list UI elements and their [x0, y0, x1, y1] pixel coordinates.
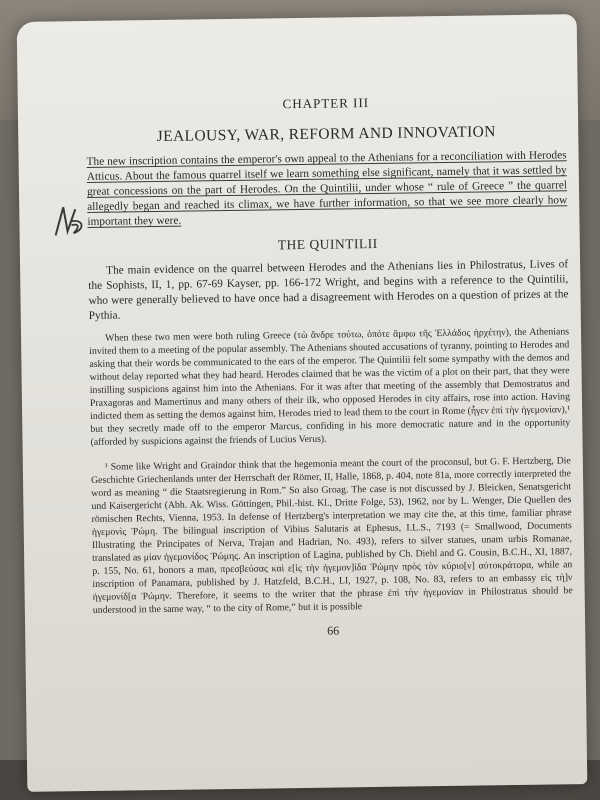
- block-quote: When these two men were both ruling Greece (τὼ ἄνδρε τούτω, ὁπότε ἄμφω τῆς Ἑλλάδος ἡρχέτην), the Athenians invited them to a meeting of the popular assembly. The Athenians shouted accusations of tyranny, pointing to Herodes and asking that their words be communicated to the ears of the emperor. The Quintilii felt some sympathy with the demos and without delay reported what they had heard. Herodes claimed that he was the victim of a plot on their part, that they were instilling suspicions against him into the Athenians. For it was after that meeting of the assembly that Demostratus and Praxagoras and Mamertinus and many others of their ilk, who opposed Herodes in city affairs, rose into action. Having indicted them as setting the demos against him, Herodes tried to lead them to the court in Rome (ἦγεν ἐπὶ τὴν ἡγεμονίαν),¹ but they secretly made off to the emperor Marcus, confiding in his more democratic nature and in the opportunity (afforded by suspicions against the friends of Lucius Verus).: [89, 326, 571, 448]
- book-page: [17, 14, 588, 792]
- footnote: ¹ Some like Wright and Graindor think that the hegemonia meant the court of the proconsul, but G. F. Hertzberg, Die Geschichte Griechenlands unter der Herrschaft der Römer, II, Halle, 1868, p. 404, note 81a, more correctly interpreted the word as meaning “ die Staatsregierung in Rom.” So also Groag. The case is not discussed by J. Bleicken, Senatsgericht und Kaisergericht (Abh. Ak. Wiss. Göttingen, Phil.-hist. Kl., Dritte Folge, 53), 1962, nor by L. Wenger, Die Quellen des römischen Rechts, Vienna, 1953. In defense of Hertzberg's interpretation we may cite the, at this time, familiar phrase ἡγεμονὶς Ῥώμη. The bilingual inscription of Vibius Salutaris at Ephesus, I.L.S., 7193 (= Smallwood, Documents Illustrating the Principates of Nerva, Trajan and Hadrian, No. 493), refers to silver statues, unam urbis Romanae, translated as μίαν ἡγεμονίδος Ῥώμης. An inscription of Lagina, published by Ch. Diehl and G. Cousin, B.C.H., XI, 1887, p. 155, No. 61, honors a man, πρεσβεύσας καὶ ε[ἰς τὴν ἡγεμον]ίδα Ῥώμην πρὸς τὸν κύριο[ν] αὐτοκράτορα, while an inscription of Panamara, published by J. Hatzfeld, B.C.H., LI, 1927, p. 108, No. 83, refers to an embassy εἰς τὴ]ν ἡγεμονίδ[α Ῥώμην. Therefore, it seems to the writer that the phrase ἐπὶ τὴν ἡγεμονίαν in Philostratus should be understood in the same way, “ to the city of Rome,” but it is possible: [90, 455, 573, 616]
- handwritten-initials-icon: [49, 201, 90, 242]
- page-content: [86, 92, 574, 642]
- body-paragraph: The main evidence on the quarrel between Herodes and the Athenians lies in Philostratus, Lives of the Sophists, II, 1, pp. 67-69 Kayser, pp. 166-172 Wright, and begins with a reference to the Quintilii, who were generally believed to have once had a disagreement with Herodes on a question of prizes at the Pythia.: [88, 258, 569, 322]
- chapter-title: JEALOUSY, WAR, REFORM AND INNOVATION: [156, 123, 496, 146]
- section-heading: THE QUINTILII: [277, 235, 378, 253]
- chapter-heading: CHAPTER III: [282, 95, 370, 112]
- intro-paragraph: [87, 148, 568, 230]
- page-number: 66: [327, 623, 340, 638]
- intro-text: The new inscription contains the emperor's own appeal to the Athenians for a reconciliation with Herodes Atticus. About the famous quarrel itself we learn something else significant, namely that it was settled by great concessions on the part of Herodes. On the Quintilii, under whose “ rule of Greece ” the quarrel allegedly began and reached its climax, we have further information, so that we see more clearly how important they were.: [86, 149, 568, 228]
